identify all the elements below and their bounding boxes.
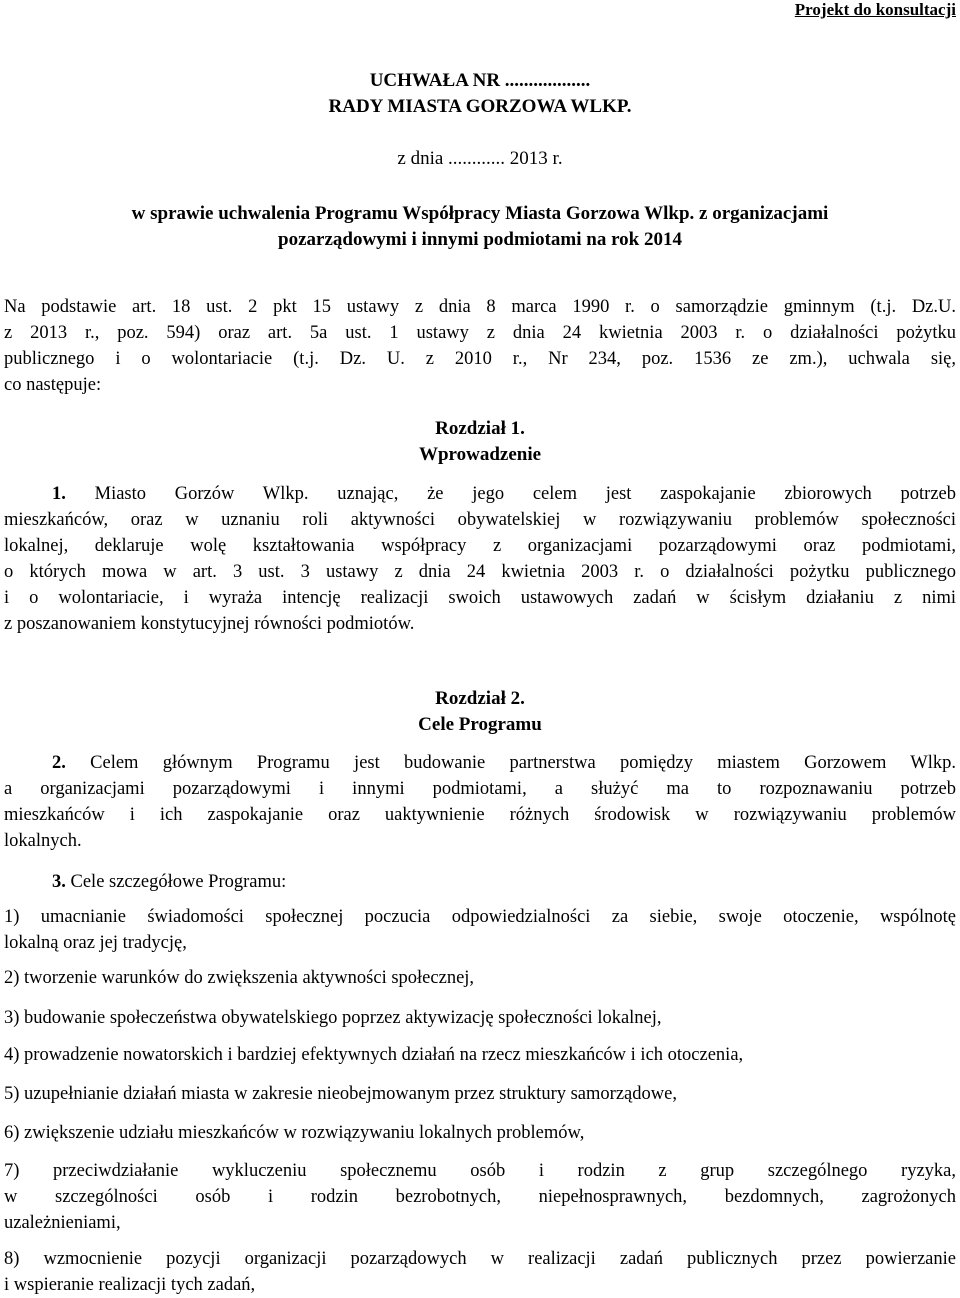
chapter-1-number: Rozdział 1. bbox=[435, 418, 525, 439]
goal-item-6 bbox=[4, 1120, 956, 1146]
preamble-line: co następuje: bbox=[4, 375, 102, 395]
paragraph-text: Celem głównym Programu jest budowanie partnerstwa pomiędzy miastem Gorzowem Wlkp. bbox=[90, 753, 956, 773]
preamble-line: Na podstawie art. 18 ust. 2 pkt 15 ustawy z dnia 8 marca 1990 r. o samorządzie gminnym (t.j. Dz.U. bbox=[4, 297, 956, 317]
paragraph-text: Miasto Gorzów Wlkp. uznając, że jego celem jest zaspokajanie zbiorowych potrzeb bbox=[94, 484, 957, 504]
goal-line: 5) uzupełnianie działań miasta w zakresie nieobejmowanym przez struktury samorządowe, bbox=[4, 1084, 677, 1104]
paragraph-number: 1. bbox=[52, 484, 66, 504]
goal-item-2 bbox=[4, 965, 956, 991]
paragraph-line bbox=[4, 750, 956, 776]
chapter-2-title: Cele Programu bbox=[418, 714, 542, 735]
goal-item-8 bbox=[4, 1246, 956, 1298]
council-name: RADY MIASTA GORZOWA WLKP. bbox=[328, 96, 632, 117]
preamble-line: publicznego i o wolontariacie (t.j. Dz. U. z 2010 r., Nr 234, poz. 1536 ze zm.), uchwala się, bbox=[4, 349, 956, 369]
chapter-1-paragraph bbox=[4, 481, 956, 637]
subject-line-1: w sprawie uchwalenia Programu Współpracy Miasta Gorzowa Wlkp. z organizacjami bbox=[131, 203, 829, 224]
goal-line: 4) prowadzenie nowatorskich i bardziej efektywnych działań na rzecz mieszkańców i ich otoczenia, bbox=[4, 1045, 744, 1065]
goal-item-7 bbox=[4, 1158, 956, 1236]
goal-item-1 bbox=[4, 904, 956, 956]
draft-label: Projekt do konsultacji bbox=[794, 0, 956, 19]
paragraph-line bbox=[4, 481, 956, 507]
goal-item-5 bbox=[4, 1081, 956, 1107]
goal-item-3 bbox=[4, 1005, 956, 1031]
goal-line: 2) tworzenie warunków do zwiększenia aktywności społecznej, bbox=[4, 968, 475, 988]
preamble-line: z 2013 r., poz. 594) oraz art. 5a ust. 1 ustawy z dnia 24 kwietnia 2003 r. o działalności pożytku bbox=[4, 323, 956, 343]
subject-line-2: pozarządowymi i innymi podmiotami na rok 2014 bbox=[278, 229, 682, 250]
chapter-1-title: Wprowadzenie bbox=[418, 444, 542, 465]
paragraph-line: lokalnej, deklaruje wolę kształtowania współpracy z organizacjami pozarządowymi oraz podmiotami, bbox=[4, 536, 956, 556]
resolution-number: UCHWAŁA NR .................. bbox=[369, 70, 591, 91]
chapter-2-number: Rozdział 2. bbox=[435, 688, 525, 709]
paragraph-number: 3. bbox=[52, 872, 66, 892]
paragraph-text: Cele szczegółowe Programu: bbox=[70, 872, 287, 892]
goal-line: lokalną oraz jej tradycję, bbox=[4, 933, 187, 953]
paragraph-line: i o wolontariacie, i wyraża intencję realizacji swoich ustawowych zadań w ścisłym działaniu z nimi bbox=[4, 588, 956, 608]
goal-line: 8) wzmocnienie pozycji organizacji pozarządowych w realizacji zadań publicznych przez powierzanie bbox=[4, 1249, 956, 1269]
paragraph-line: mieszkańców i ich zaspokajanie oraz uaktywnienie różnych środowisk w rozwiązywaniu problemów bbox=[4, 805, 956, 825]
paragraph-line: z poszanowaniem konstytucyjnej równości podmiotów. bbox=[4, 614, 415, 634]
paragraph-line: lokalnych. bbox=[4, 831, 82, 851]
paragraph-number: 2. bbox=[52, 753, 66, 773]
resolution-date: z dnia ............ 2013 r. bbox=[397, 148, 563, 169]
goal-item-4 bbox=[4, 1042, 956, 1068]
goal-line: 3) budowanie społeczeństwa obywatelskiego poprzez aktywizację społeczności lokalnej, bbox=[4, 1008, 662, 1028]
goal-line: uzależnieniami, bbox=[4, 1213, 121, 1233]
chapter-2-paragraph-3 bbox=[4, 869, 960, 895]
goal-line: 1) umacnianie świadomości społecznej poczucia odpowiedzialności za siebie, swoje otoczenie, wspólnotę bbox=[4, 907, 956, 927]
goal-line: 6) zwiększenie udziału mieszkańców w rozwiązywaniu lokalnych problemów, bbox=[4, 1123, 585, 1143]
paragraph-line: a organizacjami pozarządowymi i innymi podmiotami, a służyć ma to rozpoznawaniu potrzeb bbox=[4, 779, 956, 799]
paragraph-line: o których mowa w art. 3 ust. 3 ustawy z dnia 24 kwietnia 2003 r. o działalności pożytku publicznego bbox=[4, 562, 956, 582]
goal-line: w szczególności osób i rodzin bezrobotnych, niepełnosprawnych, bezdomnych, zagrożonych bbox=[4, 1187, 956, 1207]
paragraph-line: mieszkańców, oraz w uznaniu roli aktywności obywatelskiej w rozwiązywaniu problemów społeczności bbox=[4, 510, 956, 530]
goal-line: 7) przeciwdziałanie wykluczeniu społecznemu osób i rodzin z grup szczególnego ryzyka, bbox=[4, 1161, 956, 1181]
goal-line: i wspieranie realizacji tych zadań, bbox=[4, 1275, 256, 1295]
chapter-2-paragraph-2 bbox=[4, 750, 956, 854]
preamble bbox=[4, 294, 956, 398]
